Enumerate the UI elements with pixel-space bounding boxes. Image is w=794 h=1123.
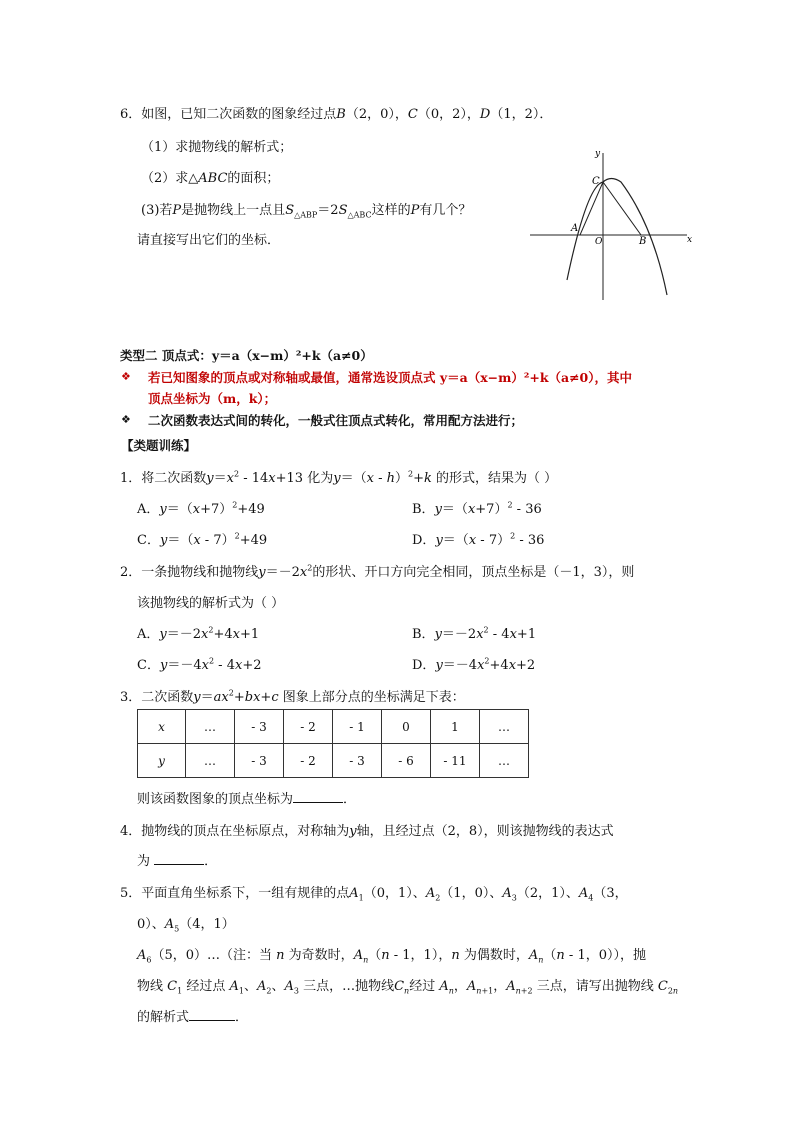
type2-tip1-line1: 若已知图象的顶点或对称轴或最值，通常选设顶点式 y＝a（x−m）²+k（a≠0），其中 <box>148 370 632 385</box>
table-cell: y <box>138 744 186 778</box>
table-cell: 0 <box>382 710 431 744</box>
p2-option-c: C．$y=-4x^2 - 4x+2$ <box>137 656 262 673</box>
parabola-graph <box>525 145 700 305</box>
q6-part1: （1）求抛物线的解析式； <box>141 140 293 155</box>
table-cell: x <box>138 710 186 744</box>
table-cell: … <box>480 710 529 744</box>
p2-stem-line2: 该抛物线的解析式为（ ） <box>137 596 285 611</box>
table-cell: … <box>186 710 235 744</box>
label-b: B <box>639 236 647 247</box>
p2-stem-line1: 2．一条抛物线和抛物线$y=-2x^2$的形状、开口方向完全相同，顶点坐标是（－1，3），则 <box>120 563 635 580</box>
p5-line5: 的解析式 ． <box>137 1010 249 1025</box>
type2-tip1-line2: 顶点坐标为（m，k）； <box>148 391 277 406</box>
p4-line2: 为 ． <box>137 854 218 869</box>
answer-blank[interactable] <box>293 790 343 803</box>
label-o: O <box>595 237 603 247</box>
table-row <box>138 710 529 744</box>
p5-line2: 0）、$A_5(4$，1） <box>137 917 235 934</box>
p3-value-table <box>137 709 529 778</box>
label-x: x <box>687 235 693 245</box>
p2-option-b: B．$y=-2x^2 - 4x+1$ <box>412 625 537 642</box>
label-c: C <box>592 176 600 187</box>
p1-option-c: C．y＝（x - 7）$^2$+49 <box>137 531 268 548</box>
p4-line1: 4．抛物线的顶点在坐标原点，对称轴为y轴，且经过点（2，8），则该抛物线的表达式 <box>120 824 614 839</box>
type2-heading: 类型二 顶点式：y＝a（x−m）²+k（a≠0） <box>120 348 373 363</box>
table-cell: - 3 <box>333 744 382 778</box>
q6-part3: (3)若P是抛物线上一点且$S_{\triangle ABP}=2S_{\triangle ABC}$这样的P有几个？ <box>141 203 472 220</box>
type2-tip2: 二次函数表达式间的转化，一般式往顶点式转化，常用配方法进行； <box>148 413 524 428</box>
table-cell: 1 <box>431 710 480 744</box>
p5-line3: $A_6(5$，0）…（注：当 n 为奇数时，$A_n(n - 1$，1），n 为偶数时，$A_n(n - 1$，0）），抛 <box>137 948 646 965</box>
p1-stem: 1．将二次函数$y=x^2 - 14x+13$ 化为y＝（x - h）$^2$+k 的形式，结果为（ ） <box>120 469 558 486</box>
p3-after: 则该函数图象的顶点坐标为 ． <box>137 792 357 807</box>
p2-option-d: D．$y=-4x^2+4x+2$ <box>412 656 536 673</box>
table-cell: - 2 <box>284 710 333 744</box>
parabola-curve <box>567 179 667 296</box>
q6-stem: 6．如图，已知二次函数的图象经过点B（2，0），C（0，2），D（1，2）． <box>120 107 553 122</box>
p5-line4: 物线 $C_1$ 经过点 $A_1$、$A_2$、$A_3$ 三点，…抛物线$C_n$经过 $A_n$，$A_{n+1}$，$A_{n+2}$ 三点，请写出抛物线 $C_{2n}$ <box>137 979 679 996</box>
label-a: A <box>571 223 579 234</box>
table-cell: - 3 <box>235 710 284 744</box>
answer-blank[interactable] <box>189 1008 235 1021</box>
table-cell: - 1 <box>333 710 382 744</box>
table-cell: - 2 <box>284 744 333 778</box>
p3-stem: 3．二次函数$y=ax^2+bx+c$ 图象上部分点的坐标满足下表： <box>120 688 465 705</box>
answer-blank[interactable] <box>154 852 204 865</box>
q6-part4: 请直接写出它们的坐标． <box>137 233 281 248</box>
table-cell: - 6 <box>382 744 431 778</box>
p1-option-b: B．$y=(x+7)^2 - 36$ <box>412 500 542 517</box>
table-cell: … <box>186 744 235 778</box>
p1-option-a: A．$y=(x+7)^2+49$ <box>137 500 265 517</box>
drill-heading: 【类题训练】 <box>121 438 197 453</box>
table-row <box>138 744 529 778</box>
table-cell: - 11 <box>431 744 480 778</box>
diamond-icon: ❖ <box>121 370 131 383</box>
triangle-abc <box>580 182 641 235</box>
label-y: y <box>595 149 601 159</box>
p1-option-d: D．y＝（x - 7）$^2$ - 36 <box>412 531 545 548</box>
table-cell: … <box>480 744 529 778</box>
p2-option-a: A．$y=-2x^2+4x+1$ <box>137 625 260 642</box>
table-cell: - 3 <box>235 744 284 778</box>
diamond-icon: ❖ <box>121 413 131 426</box>
p5-line1: 5．平面直角坐标系下，一组有规律的点$A_1(0$，1）、$A_2(1$，0）、$A_3(2$，1）、$A_4(3$， <box>120 886 628 903</box>
q6-part2: （2）求△ABC的面积； <box>141 171 280 186</box>
